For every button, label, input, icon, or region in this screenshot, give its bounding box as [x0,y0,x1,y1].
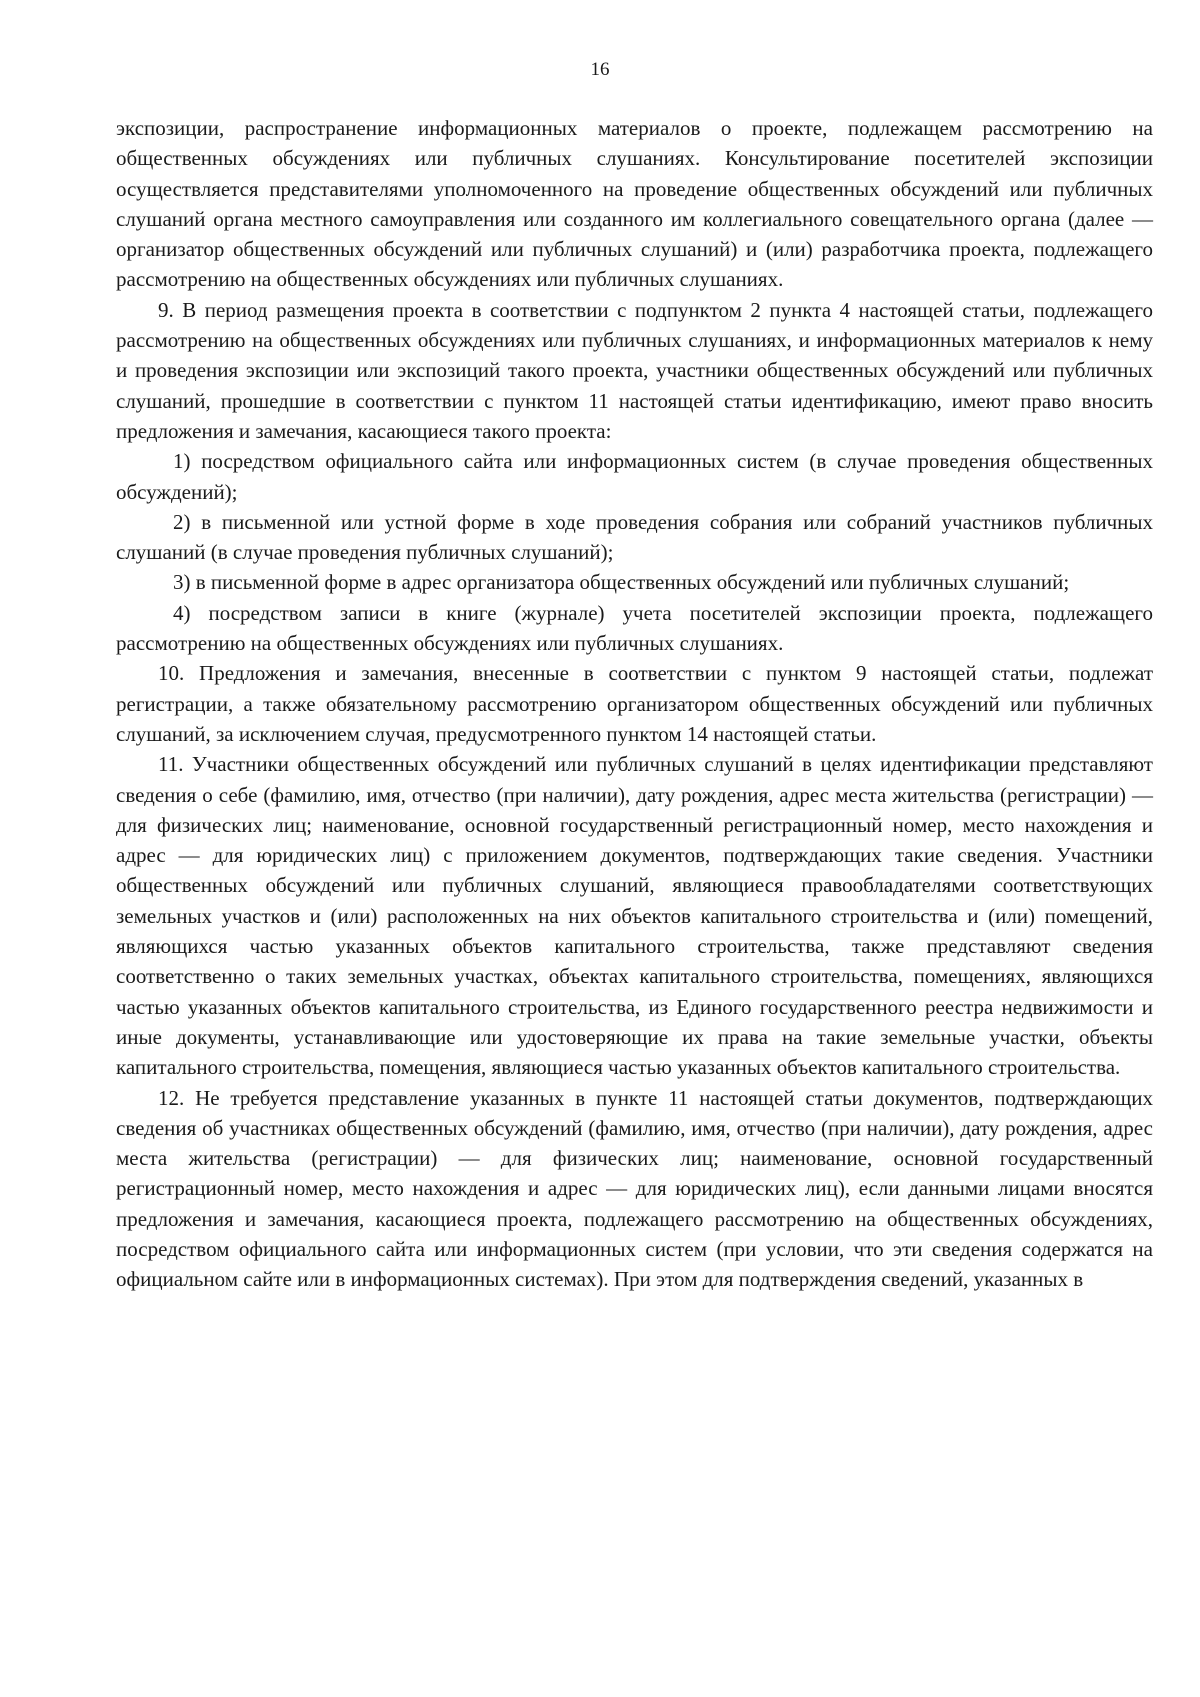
subitem-2: 2) в письменной или устной форме в ходе проведения собрания или собраний участников публичных слушаний (в случае проведения публичных слушаний); [116,509,1153,565]
subitem-4: 4) посредством записи в книге (журнале) учета посетителей экспозиции проекта, подлежащего рассмотрению на общественных обсуждениях или публичных слушаниях. [116,600,1153,656]
document-body [116,113,1153,1295]
page-number: 16 [590,59,610,80]
paragraph-item-10: 10. Предложения и замечания, внесенные в соответствии с пунктом 9 настоящей статьи, подлежат регистрации, а также обязательному рассмотрению организатором общественных обсуждений или публичных слушаний, за исключением случая, предусмотренного пунктом 14 настоящей статьи. [116,661,1153,746]
subitem-3: 3) в письменной форме в адрес организатора общественных обсуждений или публичных слушаний; [173,570,1070,595]
subitem-1: 1) посредством официального сайта или информационных систем (в случае проведения общественных обсуждений); [116,449,1153,504]
paragraph-item-9: 9. В период размещения проекта в соответствии с подпунктом 2 пункта 4 настоящей статьи, подлежащего рассмотрению на общественных обсуждениях или публичных слушаниях, и информационных материалов к нему и проведения экспозиции или экспозиций такого проекта, участники общественных обсуждений или публичных слушаний, прошедшие в соответствии с пунктом 11 настоящей статьи идентификацию, имеют право вносить предложения и замечания, касающиеся такого проекта: [116,297,1153,443]
paragraph-item-11: 11. Участники общественных обсуждений или публичных слушаний в целях идентификации представляют сведения о себе (фамилию, имя, отчество (при наличии), дату рождения, адрес места жительства (регистрации) — для физических лиц; наименование, основной государственный регистрационный номер, место нахождения и адрес — для юридических лиц) с приложением документов, подтверждающих такие сведения. Участники общественных обсуждений или публичных слушаний, являющиеся правообладателями соответствующих земельных участков и (или) расположенных на них объектов капитального строительства и (или) помещений, являющихся частью указанных объектов капитального строительства, также представляют сведения соответственно о таких земельных участках, объектах капитального строительства, помещениях, являющихся частью указанных объектов капитального строительства, из Единого государственного реестра недвижимости и иные документы, устанавливающие или удостоверяющие их права на такие земельные участки, объекты капитального строительства, помещения, являющиеся частью указанных объектов капитального строительства. [116,752,1153,1080]
paragraph-item-12: 12. Не требуется представление указанных в пункте 11 настоящей статьи документов, подтверждающих сведения об участниках общественных обсуждений (фамилию, имя, отчество (при наличии), дату рождения, адрес места жительства (регистрации) — для физических лиц; наименование, основной государственный регистрационный номер, место нахождения и адрес — для юридических лиц), если данными лицами вносятся предложения и замечания, касающиеся проекта, подлежащего рассмотрению на общественных обсуждениях, посредством официального сайта или информационных систем (при условии, что эти сведения содержатся на официальном сайте или в информационных системах). При этом для подтверждения сведений, указанных в [116,1085,1153,1292]
paragraph-continuation: экспозиции, распространение информационных материалов о проекте, подлежащем рассмотрению на общественных обсуждениях или публичных слушаниях. Консультирование посетителей экспозиции осуществляется представителями уполномоченного на проведение общественных обсуждений или публичных слушаний органа местного самоуправления или созданного им коллегиального совещательного органа (далее — организатор общественных обсуждений или публичных слушаний) и (или) разработчика проекта, подлежащего рассмотрению на общественных обсуждениях или публичных слушаниях. [116,116,1153,292]
